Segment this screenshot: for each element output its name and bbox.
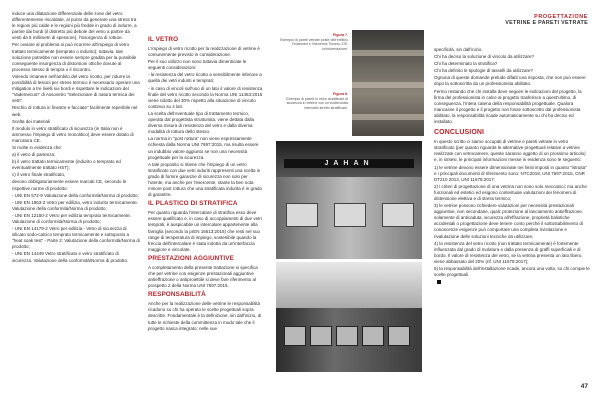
section-title-plastico: IL PLASTICO DI STRATIFICA	[148, 200, 238, 208]
figure-caption-text: Esempio di pareti in vetro stratificato di sicurezza in vetrine con un'evidenziata intervallo stretto stratificato.	[286, 96, 348, 110]
paragraph: Fermo restando che chi installa deve seguire le indicazioni del progetto, la firma del professionista in calce al progetto trasferisce a quest'ultimo, di conseguenza, l'intera catena della responsabilità progettuale. Qualora mancasse il progetto e il progetto non fosse sottoscritto dal professionista abilitato, la responsabilità ricade automaticamente su chi ha deciso ed installato.	[434, 88, 582, 125]
paragraph: devono obbligatoriamente essere marcati CE, secondo le rispettive norme di prodotto:	[12, 179, 127, 191]
figure-label: Figura 8.	[333, 92, 348, 96]
list-item: - UNI EN 572-9 Valutazione della conformità/Norma di prodotto;	[12, 192, 139, 198]
paragraph: La scelta dell'eventuale tipo di trattamento termico, operata dal progettista strutturista, viene dettata dalla diversa misura di resistenza del vetro e dalla diversa modalità di rottura dello stesso.	[148, 110, 255, 135]
list-item: c) il vetro finale stratificato,	[12, 172, 66, 178]
paragraph: L'impiego di vetro ricotto per la realizzazione di vetrine è comunemente previsto in considerazione.	[148, 46, 260, 58]
list-item: - UNI EN 1863-2 Vetro per edilizia, vetro indurito termicamente. Valutazione della conformità/Norma di prodotto;	[12, 199, 139, 211]
paragraph: Per il suo utilizzo non sono tuttavia dimenticate le seguenti considerazioni:	[148, 59, 247, 71]
page-header	[505, 14, 588, 27]
paragraph: Volendo rimanere nell'ambito del vetro ricotto, per ridurre la possibilità di lesioni per stress termico è necessario operare una mitigation a tre livelli sui bordi e rispettare le indicazioni del "Vademecum" di Assovetro "Selezionare di natura termica dei vetri".	[12, 73, 140, 104]
subheading: Scelta dei materiali	[12, 118, 51, 124]
figure-caption	[274, 92, 348, 110]
paragraph: Il modulo in vetro stratificato di sicurezza (in Italia non è ammesso l'impiego di vetro monolitico) deve essere dotato di marcatura CE.	[12, 125, 134, 143]
column-left	[12, 11, 140, 265]
list-item: 5) la responsabilità dell'installazione ricade, ancora una volta, su chi compie le scelte progettuali.	[434, 266, 590, 278]
list-item: - UNI EN 14179-2 Vetro per edilizia - Vetro di sicurezza di silicato sodo-calcico temprato termicamente e sottoposto a "heat soak test" - Parte 2: Valutazione della conformità/Norma di prodotto;	[12, 226, 140, 250]
paragraph: Si molte in evidenza che:	[12, 144, 63, 150]
list-item: 4) la resistenza del vetro ricotto (non trattato termicamente) è fortemente influenzata dal grado di molatura e dalla presenza di graffi superficiali e di bordo. Il valore di resistenza del vetro, se la vetrina presenta un lato libero, viene abbassato del 20% (rif. UNI 11678:2017);	[434, 240, 583, 264]
paragraph: Chi ha definito le tipologie di tasselli da utilizzare?	[434, 68, 534, 74]
header-title: PROGETTAZIONE	[534, 14, 588, 20]
paragraph: La norma in "post rottura" non viene espressamente richiesta dalla Norma UNI 7697:2015, ma risulta essere un indubbio valore aggiunto se non una necessità progettuale per la sicurezza.	[148, 136, 259, 160]
list-item: 2) i criteri di progettazione di una vetrina non sono solo meccanici; ma anche funzionali ed estetici ed esigono contestuale valutazioni dei fenomeni di distensione elettiva e di stress termico;	[434, 183, 587, 201]
list-item: a) il vetro di partenza;	[12, 152, 56, 158]
photo-mall-glazing	[276, 262, 422, 372]
page-number: 47	[580, 383, 588, 390]
list-item: - in caso di vincoli sull'uso di un lato il valore di resistenza finale del vetro ricotto secondo la Norma UNI 11463:2016 viene ridotto del 30% rispetto alla situazione di vincolo continuo su 4 lati.	[148, 85, 263, 109]
paragraph: A tale proposito si ritiene che l'impiego di un vetro stratificato con due vetri induriti rappresenti una scelta in grado di fornire garanzie di sicurezza non solo per l'utente, ma anche per l'esercente, stante la ben nota minore post rottura che una stratificata indurita è in grado di garantire.	[148, 161, 263, 198]
end-of-article-mark	[437, 280, 441, 284]
section-title-vetro: IL VETRO	[148, 36, 179, 43]
paragraph: Ognuna di queste domande prelude difatti una risposta, che non può essere dopo la sottoscritta da un professionista abilitato.	[434, 75, 586, 87]
list-item: - UNI EN 14449 Vetro stratificato e vetro stratificato di sicurezza. Valutazione della conformità/Norma di prodotto.	[12, 251, 129, 263]
figure-caption	[274, 33, 348, 51]
shop-sign: JAHAN	[284, 159, 414, 168]
paragraph: specificità, sin dall'inizio.	[434, 47, 483, 52]
paragraph: Anche per la realizzazione delle vetrine le responsabilità ricadono su chi ha operato le scelte progettuali sopra descritte. Fondamentale è la definizione, sin dall'inizio, di tutte le richieste della committenza in modo tale che il progetto nasca integrato; nelle sue	[148, 301, 262, 331]
figure-caption-text: Esempio di pareti vetrate poste dell'edificio Tedarmed e Vilenerimi Toronto ZIS: un'informazione.	[279, 37, 348, 51]
figure-label: Figura 7.	[333, 33, 348, 37]
paragraph: induce una dilatazione differenziale delle zone del vetro differentemente riscaldate, al punto da generare una stress tra le regioni più calde e le regioni più fredde in grado di indurre, a partire dai bordi (il distretto più debole del vetro a partire da venti da 5 millimetri di spessore), l'insorgenza di rotture.	[12, 11, 137, 41]
list-item: b) il vetro trattato termicamente (indurito o temprato ed eventualmente trattato HST);	[12, 159, 121, 171]
paragraph: A completamento della presente trattazione si specifica che per vetrine con esigenze prestazionali aggiuntive antieffrazione o antiproiettile si deve fare riferimento al prospetto 2 della Norma UNI 7697:2015.	[148, 264, 258, 289]
paragraph: Per quanto riguarda l'intercalare di stratifica esso deve essere qualificato e, in caso di accoppiamenti di due vetri temprati, è auspicabile un intercalare appartenente alla famiglia (secondo la prEN 16613:2016) che resti nel suo range di temperatura di impiego, sostenibile quando la freccia dell'intercalare è stata indotta da un'interfaccia maggiore e vincolate.	[148, 210, 262, 252]
photo-shop-front	[276, 141, 422, 259]
list-item: 1) le vetrine devono essere dimensionate nei limiti imposti in quanto "istruita" e i principali documenti di riferimento sono: NTC2018, UNI 7697:2015, CNR DT210 2013, UNI 11678:2017;	[434, 164, 587, 182]
list-item: - UNI EN 12150-2 Vetro per edilizia temprato termicamente. Valutazione di conformità/Norma di prodotto;	[12, 212, 132, 224]
header-subtitle: VETRINE E PARETI VETRATE	[505, 20, 588, 27]
column-middle	[148, 34, 264, 333]
column-right	[434, 47, 590, 285]
paragraph: Per ovviare al problema si può ricorrere all'impiego di vetro trattato termicamente (temprato o indurito); tuttavia, tale soluzione potrebbe non essere sempre gradita per la possibile conseguente insorgenza di distorsioni ottiche dovute al processo stesso di tempra o il riscontro.	[12, 42, 137, 72]
paragraph: Rischio di rottura in finestre e facciate" facilmente reperibile nel web.	[12, 105, 138, 117]
paragraph: Chi ha deciso la soluzione di vincolo da utilizzare?	[434, 54, 535, 60]
paragraph: In questo scritto ci siamo occupati di vetrine e pareti vetrate in vetro stratificato (per quanto riguarda le alternative progettuali relative a vetrine realizzate con vetrocamere, queste saranno oggetto di un prossimo articolo) e, in sintesi, le principali informazioni messe in evidenza sono le seguenti:	[434, 139, 586, 163]
paragraph: Chi ha determinato la stratifica?	[434, 61, 498, 67]
section-title-conclusioni: CONCLUSIONI	[434, 129, 485, 137]
section-title-responsabilita: RESPONSABILITÀ	[148, 291, 206, 299]
section-title-prestazioni: PRESTAZIONI AGGIUNTIVE	[148, 254, 234, 262]
photo-interior-glass-wall	[352, 30, 424, 136]
list-item: - la resistenza del vetro ricotto a sensibilmente inferiore a quella dei vetri induriti e temprati;	[148, 72, 262, 84]
list-item: 3) le vetrine possono richiedere valutazioni per necessità prestazionali aggiuntive, non secondarie, quali: protezione al lanciamento antieffrazione, solamente di anticaduta, sicurezza all'effrazione, proprietà balistiche accidentali o progettazione deve tenere conto perché il sottostabilimento di conoscenze esigenze può comportare una completa rivisitazione e rivalutazione delle soluzioni tecniche da utilizzare;	[434, 203, 584, 239]
